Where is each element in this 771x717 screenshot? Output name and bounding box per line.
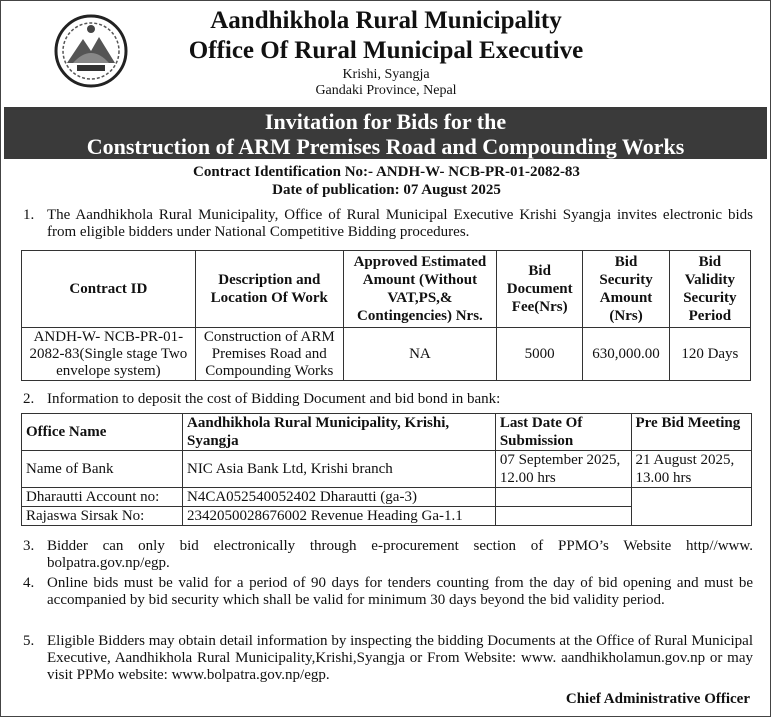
office-title: Office Of Rural Municipal Executive	[188, 37, 584, 64]
paragraph-text: The Aandhikhola Rural Municipality, Office of Rural Municipal Executive Krishi Syangja invites electronic bids from eligible bidders under National Competitive Bidding procedures.	[47, 207, 753, 240]
cell-document-fee: 5000	[497, 328, 583, 381]
paragraph-number: 5.	[23, 633, 35, 649]
revenue-value: 2342050028676002 Revenue Heading Ga-1.1	[182, 507, 495, 526]
contract-table	[21, 250, 751, 381]
cell-validity-period: 120 Days	[669, 328, 750, 381]
banner-line-2: Construction of ARM Premises Road and Compounding Works	[86, 134, 685, 159]
paragraph-number: 2.	[23, 391, 35, 407]
paragraph-1	[23, 207, 753, 241]
empty-cell	[495, 507, 631, 526]
title-banner	[4, 107, 767, 159]
cell-contract-id: ANDH-W- NCB-PR-01-2082-83(Single stage Two envelope system)	[22, 328, 196, 381]
paragraph-5	[23, 633, 753, 684]
last-date-value: 07 September 2025, 12.00 hrs	[495, 451, 631, 488]
paragraph-text: Eligible Bidders may obtain detail information by inspecting the bidding Documents at the Office of Rural Municipal Executive, Aandhikhola Rural Municipality,Krishi,Syangja or From Website: www. aandhikholamun.gov.np or may visit PPMo website: www.bolpatra.gov.np/egp.	[47, 633, 753, 683]
cell-description: Construction of ARM Premises Road and Compounding Works	[195, 328, 343, 381]
cell-security-amount: 630,000.00	[583, 328, 669, 381]
header-estimated-amount: Approved Estimated Amount (Without VAT,PS,& Contingencies) Nrs.	[343, 251, 496, 328]
office-name-label: Office Name	[22, 414, 183, 451]
table-header-row	[22, 251, 751, 328]
paragraph-number: 1.	[23, 207, 35, 223]
banner-line-1: Invitation for Bids for the	[264, 109, 507, 134]
revenue-label: Rajaswa Sirsak No:	[22, 507, 183, 526]
table-row	[22, 328, 751, 381]
address-line-2: Gandaki Province, Nepal	[315, 83, 457, 98]
paragraph-text: Information to deposit the cost of Bidding Document and bid bond in bank:	[47, 391, 501, 407]
empty-cell	[631, 507, 752, 526]
pre-bid-label: Pre Bid Meeting	[631, 414, 752, 451]
header-description: Description and Location Of Work	[195, 251, 343, 328]
table-row	[22, 414, 752, 451]
table-row	[22, 451, 752, 488]
empty-cell	[495, 488, 631, 507]
account-label: Dharautti Account no:	[22, 488, 183, 507]
header-validity-period: Bid Validity Security Period	[669, 251, 750, 328]
table-row	[22, 507, 752, 526]
paragraph-2	[23, 391, 753, 408]
pre-bid-value: 21 August 2025, 13.00 hrs	[631, 451, 752, 488]
bank-table	[21, 413, 752, 526]
publication-date: Date of publication: 07 August 2025	[272, 182, 501, 198]
header-contract-id: Contract ID	[22, 251, 196, 328]
paragraph-number: 3.	[23, 538, 35, 554]
paragraph-number: 4.	[23, 575, 35, 591]
account-value: N4CA052540052402 Dharautti (ga-3)	[182, 488, 495, 507]
header-security-amount: Bid Security Amount (Nrs)	[583, 251, 669, 328]
cell-estimated-amount: NA	[343, 328, 496, 381]
table-row	[22, 488, 752, 507]
address-line-1: Krishi, Syangja	[342, 67, 430, 82]
paragraph-text: Online bids must be valid for a period of 90 days for tenders counting from the day of bid opening and must be accompanied by bid security which shall be valid for minimum 30 days beyond the bid validity period.	[47, 575, 753, 608]
municipality-title: Aandhikhola Rural Municipality	[210, 7, 562, 34]
header	[1, 1, 770, 107]
bank-value: NIC Asia Bank Ltd, Krishi branch	[182, 451, 495, 488]
paragraph-4	[23, 575, 753, 609]
contract-identification: Contract Identification No:- ANDH-W- NCB-PR-01-2082-83	[193, 164, 580, 180]
empty-cell	[631, 488, 752, 507]
office-name-value: Aandhikhola Rural Municipality, Krishi, Syangja	[182, 414, 495, 451]
paragraph-text: Bidder can only bid electronically through e-procurement section of PPMO’s Website http//www. bolpatra.gov.np/egp.	[47, 538, 753, 571]
header-document-fee: Bid Document Fee(Nrs)	[497, 251, 583, 328]
bank-label: Name of Bank	[22, 451, 183, 488]
signature-title: Chief Administrative Officer	[565, 691, 750, 707]
last-date-label: Last Date Of Submission	[495, 414, 631, 451]
nepal-emblem-icon	[53, 13, 129, 89]
paragraph-3	[23, 538, 753, 572]
